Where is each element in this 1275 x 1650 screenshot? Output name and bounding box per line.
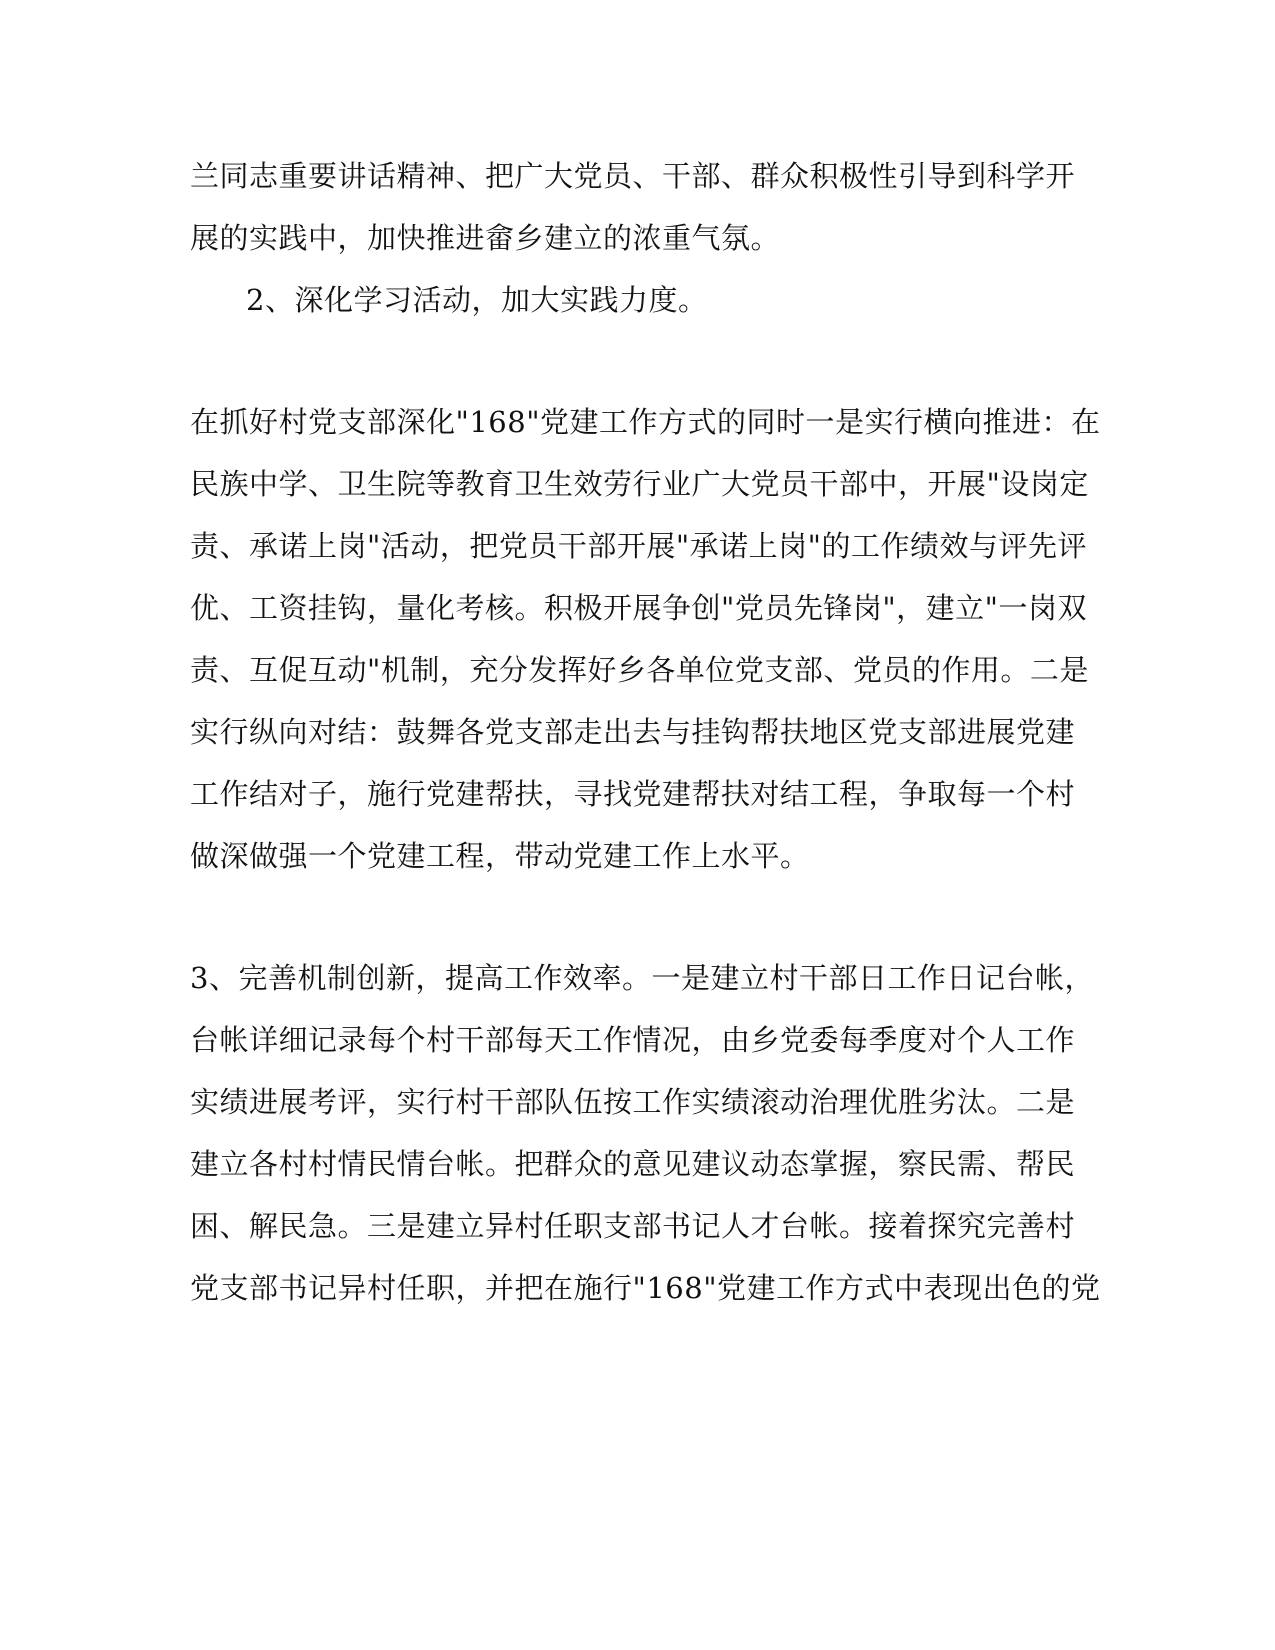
text-line: 民族中学、卫生院等教育卫生效劳行业广大党员干部中，开展"设岗定 — [190, 467, 1089, 501]
text-line: 在抓好村党支部深化"168"党建工作方式的同时一是实行横向推进：在 — [190, 405, 1101, 439]
text-line: 做深做强一个党建工程，带动党建工作上水平。 — [190, 839, 810, 873]
numbered-paragraph-start: 3、完善机制创新，提高工作效率。一是建立村干部日工作日记台帐， — [190, 961, 1094, 995]
text-line: 实行纵向对结：鼓舞各党支部走出去与挂钩帮扶地区党支部进展党建 — [190, 715, 1076, 749]
text-line: 兰同志重要讲话精神、把广大党员、干部、群众积极性引导到科学开 — [190, 159, 1076, 193]
numbered-heading: 2、深化学习活动，加大实践力度。 — [246, 283, 708, 317]
text-line: 工作结对子，施行党建帮扶，寻找党建帮扶对结工程，争取每一个村 — [190, 777, 1076, 811]
text-line: 责、承诺上岗"活动，把党员干部开展"承诺上岗"的工作绩效与评先评 — [190, 529, 1088, 563]
text-line: 党支部书记异村任职，并把在施行"168"党建工作方式中表现出色的党 — [190, 1271, 1101, 1305]
text-line: 优、工资挂钩，量化考核。积极开展争创"党员先锋岗"，建立"一岗双 — [190, 591, 1088, 625]
text-line: 台帐详细记录每个村干部每天工作情况，由乡党委每季度对个人工作 — [190, 1023, 1076, 1057]
text-line: 建立各村村情民情台帐。把群众的意见建议动态掌握，察民需、帮民 — [190, 1147, 1076, 1181]
text-line: 展的实践中，加快推进畲乡建立的浓重气氛。 — [190, 221, 781, 255]
text-line: 困、解民急。三是建立异村任职支部书记人才台帐。接着探究完善村 — [190, 1209, 1076, 1243]
text-line: 责、互促互动"机制，充分发挥好乡各单位党支部、党员的作用。二是 — [190, 653, 1089, 687]
text-line: 实绩进展考评，实行村干部队伍按工作实绩滚动治理优胜劣汰。二是 — [190, 1085, 1076, 1119]
